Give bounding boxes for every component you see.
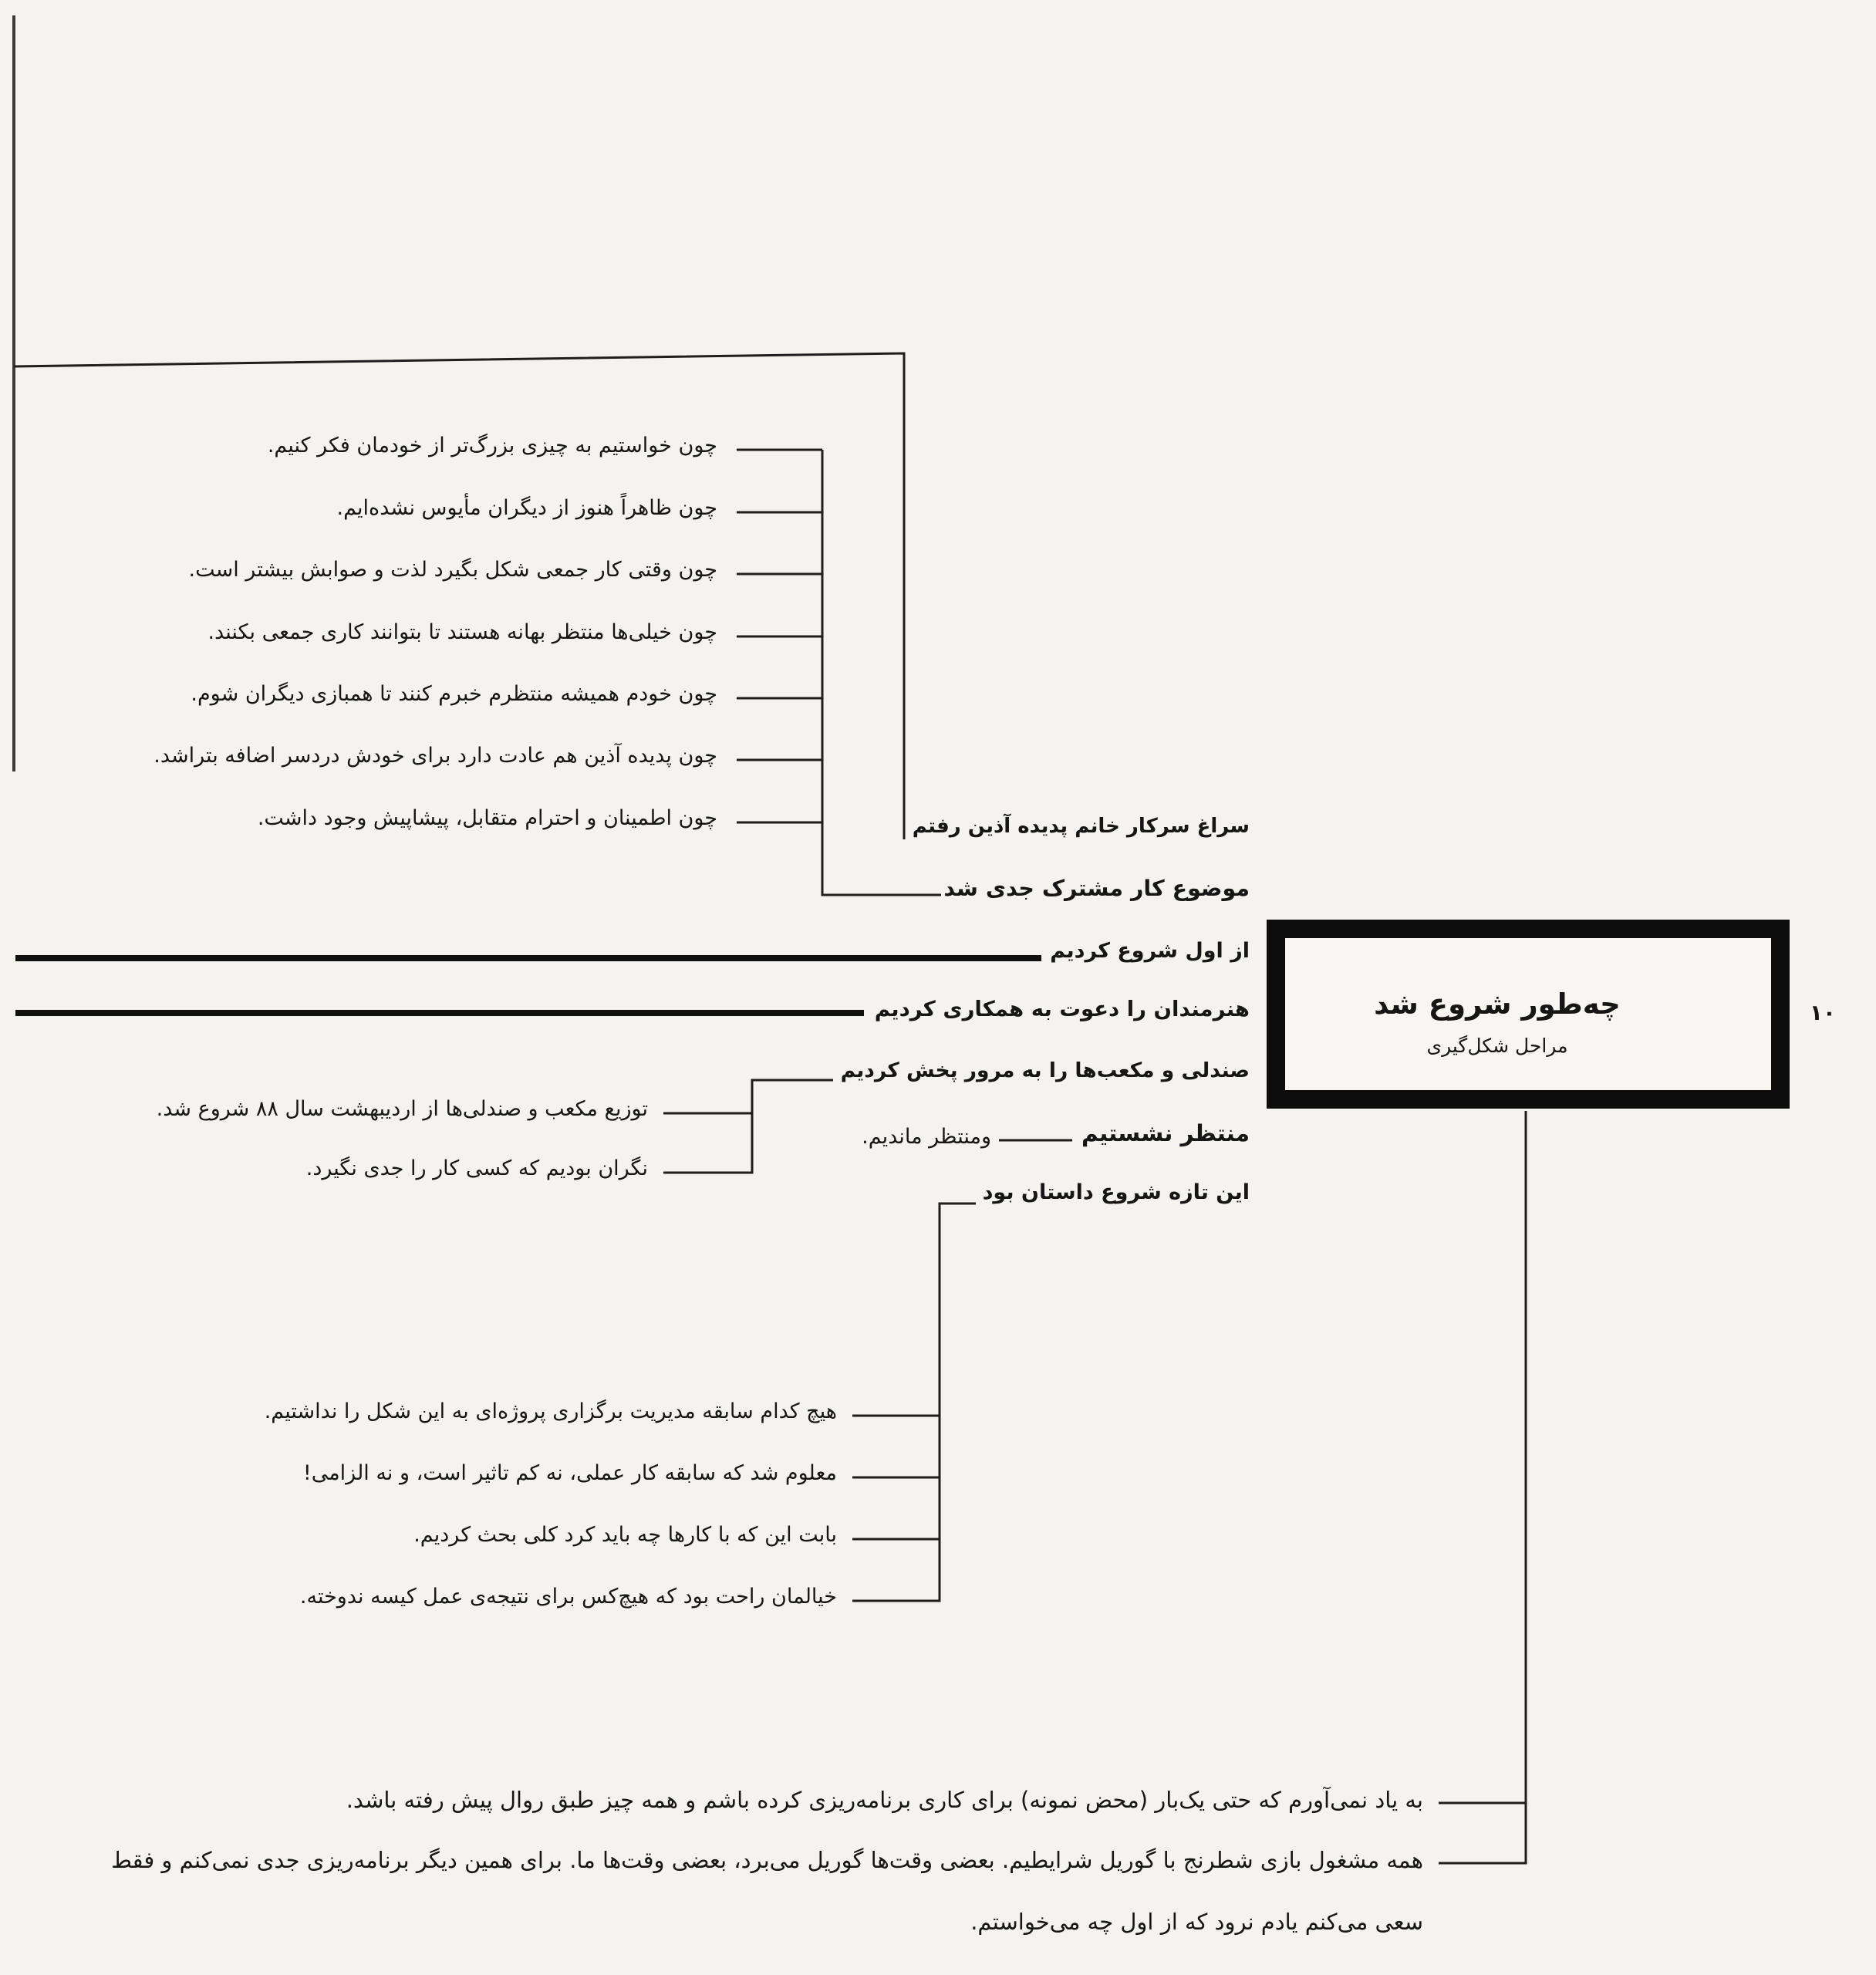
planning-line-2-text: همه مشغول بازی شطرنج با گوریل شرایطیم. بعضی وقت‌ها گوریل می‌برد، بعضی وقت‌ها ما. برای همین دیگر برنامه‌ریزی جدی نمی‌کنم و فقط [111, 1847, 1423, 1873]
box-subtitle: مراحل شکل‌گیری [1426, 1035, 1568, 1057]
planning-line-3-text: سعی می‌کنم یادم نرود که از اول چه می‌خواستم. [970, 1909, 1423, 1935]
story-note-1: هیچ کدام سابقه مدیریت برگزاری پروژه‌ای به این شکل را نداشتیم. [264, 1399, 837, 1423]
reason-6: چون پدیده آذین هم عادت دارد برای خودش دردسر اضافه بتراشد. [154, 744, 717, 768]
distribution-note-2: نگران بودیم که کسی کار را جدی نگیرد. [305, 1156, 648, 1180]
reason-7: چون اطمینان و احترام متقابل، پیشاپیش وجود داشت. [257, 806, 717, 830]
bracket-story [852, 1204, 976, 1601]
reason-1: چون خواستیم به چیزی بزرگ‌تر از خودمان فکر کنیم. [267, 434, 717, 457]
main-item-2: موضوع کار مشترک جدی شد [943, 876, 1250, 901]
page-number: ۱۰ [1809, 1000, 1836, 1025]
distribution-note-1: توزیع مکعب و صندلی‌ها از اردیبهشت سال ۸۸ شروع شد. [156, 1097, 648, 1121]
bracket-distribution [663, 1080, 833, 1173]
reason-4: چون خیلی‌ها منتظر بهانه هستند تا بتوانند کاری جمعی بکنند. [208, 620, 717, 644]
waiting-note: ومنتظر ماندیم. [862, 1125, 991, 1149]
story-note-2: معلوم شد که سابقه کار عملی، نه کم تاثیر است، و نه الزامی! [302, 1461, 837, 1485]
main-item-7: این تازه شروع داستان بود [982, 1180, 1250, 1204]
bracket-planning [1439, 1111, 1526, 1863]
reason-3: چون وقتی کار جمعی شکل بگیرد لذت و صوابش بیشتر است. [188, 558, 717, 582]
main-item-3: از اول شروع کردیم [1050, 939, 1250, 963]
main-item-5: صندلی و مکعب‌ها را به مرور پخش کردیم [840, 1058, 1250, 1082]
reason-5: چون خودم همیشه منتظرم خبرم کنند تا همبازی دیگران شوم. [191, 682, 717, 706]
main-item-6: منتظر نشستیم [1081, 1120, 1250, 1146]
main-item-1: سراغ سرکار خانم پدیده آذین رفتم [912, 815, 1250, 838]
reason-2: چون ظاهراً هنوز از دیگران مأیوس نشده‌ایم. [336, 496, 717, 520]
story-note-3: بابت این که با کارها چه باید کرد کلی بحث کردیم. [413, 1523, 837, 1547]
planning-line-1-text: به یاد نمی‌آورم که حتی یک‌بار (محض نمونه) برای کاری برنامه‌ریزی کرده باشم و همه چیز طبق روال پیش رفته باشد. [346, 1787, 1423, 1813]
story-note-4: خیالمان راحت بود که هیچ‌کس برای نتیجه‌ی عمل کیسه ندوخته. [299, 1585, 837, 1609]
main-item-4: هنرمندان را دعوت به همکاری کردیم [874, 997, 1250, 1021]
box-title: چه‌طور شروع شد [1374, 988, 1621, 1021]
